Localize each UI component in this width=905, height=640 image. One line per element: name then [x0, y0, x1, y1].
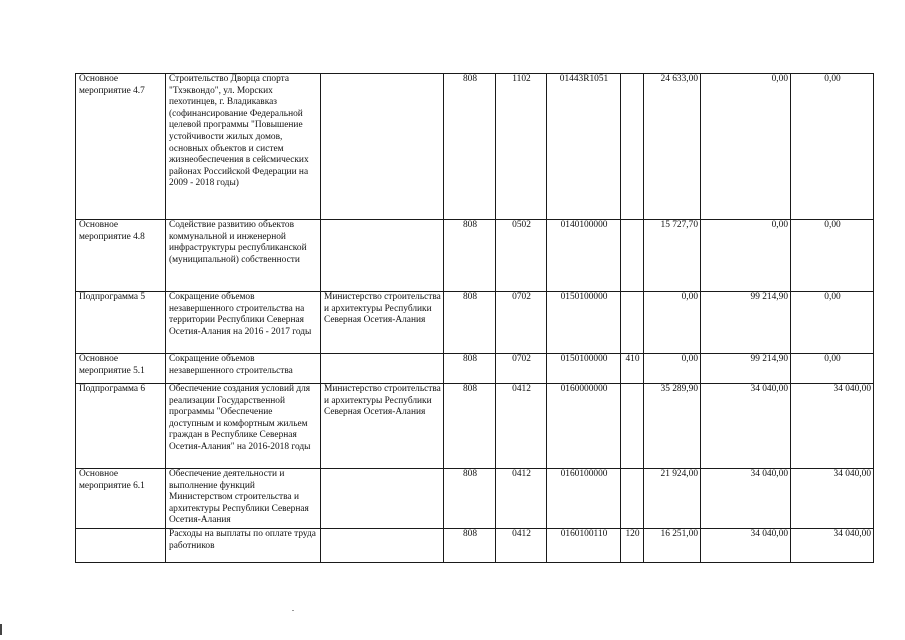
year2-cell: 99 214,90 [701, 354, 791, 384]
executor-cell [321, 529, 444, 563]
name-cell: Сокращение объемов незавершенного строительства [166, 354, 321, 384]
rzpr-cell: 0502 [496, 220, 547, 292]
grbs-cell: 808 [444, 220, 496, 292]
vr-cell [621, 74, 644, 220]
budget-table-body [76, 74, 874, 563]
table-row [76, 220, 874, 292]
grbs-cell: 808 [444, 469, 496, 529]
year3-cell: 34 040,00 [791, 469, 874, 529]
year3-cell: 34 040,00 [791, 384, 874, 469]
year1-cell: 0,00 [644, 292, 701, 354]
csr-cell: 0160000000 [547, 384, 621, 469]
table-row [76, 469, 874, 529]
name-cell: Расходы на выплаты по оплате труда работников [166, 529, 321, 563]
table-row [76, 74, 874, 220]
rzpr-cell: 0702 [496, 354, 547, 384]
executor-cell: Министерство строительства и архитектуры Республики Северная Осетия-Алания [321, 292, 444, 354]
grbs-cell: 808 [444, 384, 496, 469]
grbs-cell: 808 [444, 354, 496, 384]
year1-cell: 15 727,70 [644, 220, 701, 292]
year1-cell: 21 924,00 [644, 469, 701, 529]
year3-cell: 34 040,00 [791, 529, 874, 563]
year1-cell: 35 289,90 [644, 384, 701, 469]
scan-edge-mark [0, 624, 2, 635]
year2-cell: 0,00 [701, 220, 791, 292]
csr-cell: 0140100000 [547, 220, 621, 292]
csr-cell: 0160100110 [547, 529, 621, 563]
year1-cell: 24 633,00 [644, 74, 701, 220]
vr-cell: 410 [621, 354, 644, 384]
table-row [76, 292, 874, 354]
status-cell [76, 529, 166, 563]
rzpr-cell: 0412 [496, 529, 547, 563]
status-cell: Подпрограмма 5 [76, 292, 166, 354]
executor-cell: Министерство строительства и архитектуры Республики Северная Осетия-Алания [321, 384, 444, 469]
year3-cell: 0,00 [791, 292, 874, 354]
executor-cell [321, 469, 444, 529]
grbs-cell: 808 [444, 74, 496, 220]
table-row [76, 384, 874, 469]
status-cell: Подпрограмма 6 [76, 384, 166, 469]
year2-cell: 99 214,90 [701, 292, 791, 354]
year2-cell: 34 040,00 [701, 384, 791, 469]
csr-cell: 0150100000 [547, 354, 621, 384]
table-row [76, 354, 874, 384]
name-cell: Строительство Дворца спорта "Тхэквондо", ул. Морских пехотинцев, г. Владикавказ (софинансирование Федеральной целевой программы "Повышение устойчивости жилых домов, основных объектов и систем жизнеобеспечения в сейсмических районах Российской Федерации на 2009 - 2018 годы) [166, 74, 321, 220]
year2-cell: 0,00 [701, 74, 791, 220]
csr-cell: 0150100000 [547, 292, 621, 354]
year1-cell: 0,00 [644, 354, 701, 384]
csr-cell: 0160100000 [547, 469, 621, 529]
vr-cell [621, 292, 644, 354]
rzpr-cell: 0412 [496, 469, 547, 529]
executor-cell [321, 220, 444, 292]
executor-cell [321, 74, 444, 220]
grbs-cell: 808 [444, 292, 496, 354]
status-cell: Основное мероприятие 4.7 [76, 74, 166, 220]
year2-cell: 34 040,00 [701, 469, 791, 529]
vr-cell [621, 220, 644, 292]
name-cell: Содействие развитию объектов коммунальной и инженерной инфраструктуры республиканской (муниципальной) собственности [166, 220, 321, 292]
vr-cell: 120 [621, 529, 644, 563]
status-cell: Основное мероприятие 5.1 [76, 354, 166, 384]
rzpr-cell: 0702 [496, 292, 547, 354]
status-cell: Основное мероприятие 4.8 [76, 220, 166, 292]
year3-cell: 0,00 [791, 220, 874, 292]
name-cell: Обеспечение деятельности и выполнение функций Министерством строительства и архитектуры Республики Северная Осетия-Алания [166, 469, 321, 529]
year3-cell: 0,00 [791, 74, 874, 220]
grbs-cell: 808 [444, 529, 496, 563]
name-cell: Сокращение объемов незавершенного строительства на территории Республики Северная Осетия-Алания на 2016 - 2017 годы [166, 292, 321, 354]
rzpr-cell: 0412 [496, 384, 547, 469]
rzpr-cell: 1102 [496, 74, 547, 220]
status-cell: Основное мероприятие 6.1 [76, 469, 166, 529]
year1-cell: 16 251,00 [644, 529, 701, 563]
vr-cell [621, 469, 644, 529]
scan-speck [292, 610, 294, 611]
vr-cell [621, 384, 644, 469]
year2-cell: 34 040,00 [701, 529, 791, 563]
budget-table [75, 73, 874, 563]
name-cell: Обеспечение создания условий для реализации Государственной программы "Обеспечение доступным и комфортным жильем граждан в Республике Северная Осетия-Алания" на 2016-2018 годы [166, 384, 321, 469]
executor-cell [321, 354, 444, 384]
year3-cell: 0,00 [791, 354, 874, 384]
csr-cell: 01443R1051 [547, 74, 621, 220]
table-row [76, 529, 874, 563]
